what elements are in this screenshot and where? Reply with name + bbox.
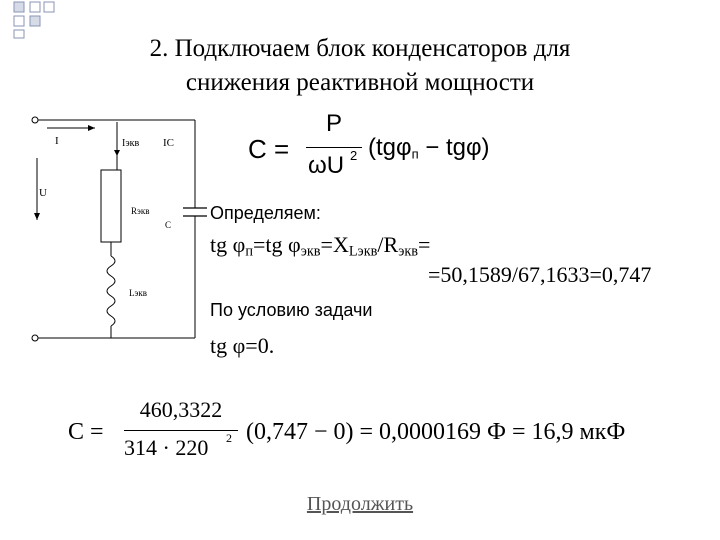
result-fraction-bar xyxy=(124,430,238,431)
tg-sub-4: экв xyxy=(398,243,419,260)
inductance-label: Lэкв xyxy=(129,288,147,298)
tg-part-5: = xyxy=(418,232,431,257)
circuit-diagram xyxy=(25,110,215,350)
capacitance-formula xyxy=(248,112,548,192)
formula-power: 2 xyxy=(350,148,358,163)
tg-equation xyxy=(210,232,430,261)
tg-part-2: =tg φ xyxy=(252,232,301,257)
current-eq-label: Iэкв xyxy=(122,138,140,149)
tg-sub-1: п xyxy=(245,243,253,260)
resistor xyxy=(101,170,121,242)
determine-label: Определяем: xyxy=(210,203,321,223)
result-lhs: C = xyxy=(68,419,104,445)
bottom-terminal xyxy=(32,335,38,341)
current-label: I xyxy=(55,135,59,147)
tg-part-3: =X xyxy=(320,232,349,257)
tg-zero: tg φ=0. xyxy=(210,333,275,358)
top-terminal xyxy=(32,117,38,123)
tg-sub-3: Lэкв xyxy=(348,243,378,260)
formula-middle: − tgφ) xyxy=(418,134,490,161)
tg-sub-2: экв xyxy=(300,243,321,260)
resistance-label: Rэкв xyxy=(131,206,150,216)
condition-label: По условию задачи xyxy=(210,300,373,320)
formula-bracket-open: (tgφ xyxy=(368,134,412,161)
title-line-2: снижения реактивной мощности xyxy=(185,69,535,96)
current-c-label: IC xyxy=(163,137,174,149)
formula-lhs: C = xyxy=(248,134,290,164)
result-denominator: 314 · 220 xyxy=(124,435,209,460)
inductor xyxy=(107,256,115,326)
continue-link[interactable]: Продолжить xyxy=(306,493,414,515)
formula-sub-n: п xyxy=(411,146,419,162)
tg-calculation: =50,1589/67,1633=0,747 xyxy=(428,262,652,287)
capacitor-label: C xyxy=(165,220,172,230)
voltage-label: U xyxy=(39,187,47,199)
formula-denominator: ωU xyxy=(308,152,345,179)
result-numerator: 460,3322 xyxy=(139,397,223,422)
result-power: 2 xyxy=(226,431,232,445)
result-formula xyxy=(68,395,708,475)
slide-title xyxy=(40,32,680,100)
result-rest: (0,747 − 0) = 0,0000169 Ф = 16,9 мкФ xyxy=(246,419,626,445)
formula-numerator: P xyxy=(325,110,342,137)
tg-part-1: tg φ xyxy=(210,232,246,257)
title-line-1: 2. Подключаем блок конденсаторов для xyxy=(149,35,571,62)
tg-part-4: /R xyxy=(377,232,399,257)
